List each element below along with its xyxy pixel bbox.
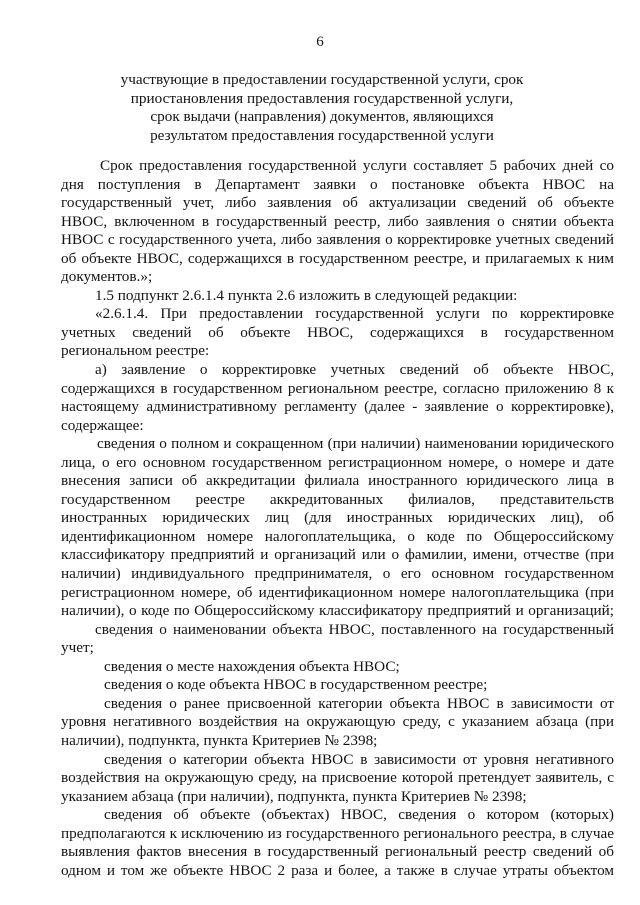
body-line: 1.5 подпункт 2.6.1.4 пункта 2.6 изложить в следующей редакции: [95, 286, 518, 304]
body-line: классификатору предприятий и организаций или о фамилии, имени, отчестве (при [61, 546, 614, 564]
body-line: содержащее: [61, 416, 144, 434]
body-line: наличии), о коде по Общероссийскому классификатору предприятий и организаций; [61, 602, 614, 620]
body-line: уровня негативного воздействия на окружающую среду, с указанием абзаца (при [61, 713, 614, 731]
body-line: одном и том же объекте НВОС 2 раза и более, а также в случае утраты объектом [61, 861, 614, 879]
body-line: государственный учет, либо заявления об актуализации сведений об объекте [61, 194, 614, 212]
body-line: внесения записи об аккредитации филиала иностранного юридического лица в [61, 472, 614, 490]
body-line: настоящему административному регламенту (далее - заявление о корректировке), [61, 398, 614, 416]
page-number: 6 [316, 34, 324, 50]
section-heading [60, 71, 584, 145]
body-line: иностранных юридических лиц (для иностранных юридических лиц), об [61, 509, 614, 527]
body-line: учет; [61, 639, 94, 657]
body-line: сведения о полном и сокращенном (при наличии) наименовании юридического [97, 435, 614, 453]
body-line: дня поступления в Департамент заявки о постановке объекта НВОС на [61, 175, 614, 193]
body-line: сведения о коде объекта НВОС в государственном реестре; [104, 676, 488, 694]
body-line: документов.»; [61, 268, 153, 286]
heading-line: приостановления предоставления государственной услуги, [130, 89, 514, 107]
body-line: идентификационном номере налогоплательщика, о коде по Общероссийскому [61, 527, 614, 545]
body-line: воздействия на окружающую среду, на присвоение которой претендует заявитель, с [61, 769, 614, 787]
body-line: «2.6.1.4. При предоставлении государственной услуги по корректировке [95, 305, 614, 323]
body-line: государственном реестре аккредитованных филиалов, представительств [61, 490, 614, 508]
body-line: содержащихся в государственном региональном реестре, согласно приложению 8 к [61, 379, 614, 397]
body-line: НВОС с государственного учета, либо заявления о корректировке учетных сведений [61, 231, 614, 249]
body-line: НВОС, включенном в государственный реестр, либо заявления о снятии объекта [61, 212, 614, 230]
body-line: а) заявление о корректировке учетных сведений об объекте НВОС, [95, 361, 614, 379]
body-line: сведения о категории объекта НВОС в зависимости от уровня негативного [104, 750, 614, 768]
heading-line: срок выдачи (направления) документов, являющихся [150, 108, 494, 126]
body-text [61, 157, 614, 880]
body-line: лица, о его основном государственном регистрационном номере, о номере и дате [61, 453, 614, 471]
body-line: предполагаются к исключению из государственного регионального реестра, в случае [61, 824, 614, 842]
body-line: сведения об объекте (объектах) НВОС, сведения о котором (которых) [104, 806, 614, 824]
body-line: наличии), подпункта, пункта Критериев № 2398; [61, 731, 378, 749]
body-line: учетных сведений об объекте НВОС, содержащихся в государственном [61, 323, 614, 341]
heading-line: участвующие в предоставлении государственной услуги, срок [120, 71, 524, 88]
body-line: сведения о месте нахождения объекта НВОС; [104, 657, 400, 675]
body-line: сведения о ранее присвоенной категории объекта НВОС в зависимости от [104, 694, 614, 712]
body-line: сведения о наименовании объекта НВОС, поставленного на государственный [95, 620, 614, 638]
body-line: наличии) индивидуального предпринимателя, о его основном государственном [61, 565, 614, 583]
body-line: об объекте НВОС, содержащихся в государственном реестре, и прилагаемых к ним [61, 249, 614, 267]
body-line: выявления фактов внесения в государственный региональный реестр сведений об [61, 843, 614, 861]
body-line: Срок предоставления государственной услуги составляет 5 рабочих дней со [100, 157, 614, 174]
body-line: указанием абзаца (при наличии), подпункта, пункта Критериев № 2398; [61, 787, 527, 805]
heading-line: результатом предоставления государственной услуги [150, 126, 494, 144]
body-line: регистрационном номере, об идентификационном номере налогоплательщика (при [61, 583, 614, 601]
body-line: региональном реестре: [61, 342, 210, 360]
